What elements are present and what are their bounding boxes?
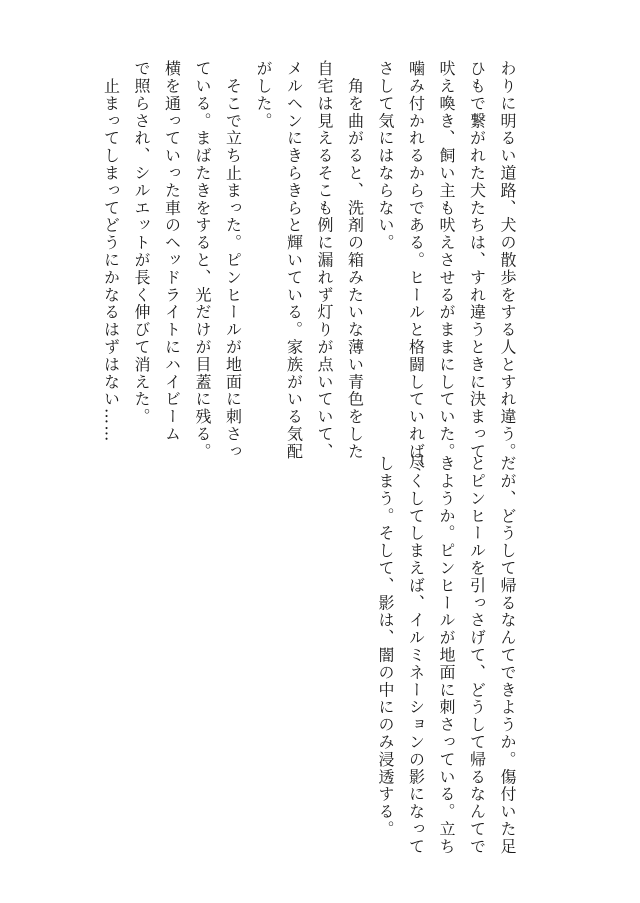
text-line: 横を通っていった車のヘッドライトにハイビーム — [162, 60, 182, 443]
text-line: とピンヒールを引っさげて、どうして帰るなんてで — [467, 455, 487, 856]
text-line: 自宅は見えるそこも例に漏れず灯りが点いていて、 — [315, 60, 334, 461]
upper-text-block — [95, 60, 522, 478]
text-line: 尽くしてしまえば、イルミネーションの影になって — [406, 455, 426, 856]
text-line: 角を曲がると、洗剤の箱みたいな薄い青色をした — [345, 60, 365, 461]
text-line: がした。 — [254, 60, 273, 130]
text-line: 止まってしまってどうにかなるはずはない…… — [101, 60, 121, 443]
text-line: メルヘンにきらきらと輝いている。家族がいる気配 — [284, 60, 304, 461]
lower-text-block — [370, 455, 523, 856]
text-line: しまう。そして、影は、闇の中にのみ浸透する。 — [376, 455, 395, 838]
text-line: ている。まばたきをすると、光だけが目蓋に残る。 — [193, 60, 212, 461]
text-line: ひもで繋がれた犬たちは、すれ違うときに決まって — [467, 60, 487, 461]
text-line: だが、どうして帰るなんてできようか。傷付いた足 — [498, 455, 517, 856]
text-line: 吠え喚き、飼い主も吠えさせるがままにしていた。 — [437, 60, 456, 461]
text-line: きようか。ピンヒールが地面に刺さっている。立ち — [437, 455, 456, 856]
text-line: で照らされ、シルエットが長く伸びて消えた。 — [132, 60, 151, 426]
text-line: わりに明るい道路、犬の散歩をする人とすれ違う。 — [498, 60, 517, 461]
text-line: さして気にはならない。 — [376, 60, 395, 252]
text-line: 噛み付かれるからである。ヒールと格闘していれば、 — [406, 60, 426, 478]
text-line: そこで立ち止まった。ピンヒールが地面に刺さっ — [223, 60, 243, 461]
